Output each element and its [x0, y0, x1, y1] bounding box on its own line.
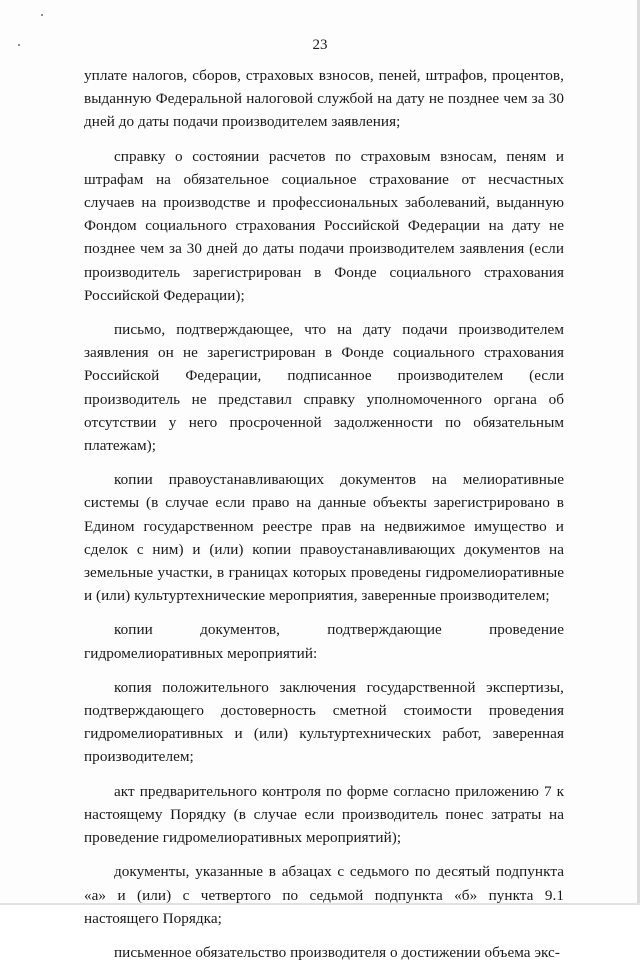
paragraph: копии документов, подтверждающие проведение гидромелиоративных мероприятий: [84, 621, 564, 662]
paragraph: акт предварительного контроля по форме согласно приложению 7 к настоящему Порядку (в случае если производитель понес затраты на проведение гидромелиоративных мероприятий); [84, 782, 564, 847]
paragraph: письменное обязательство производителя о достижении объема экс- [114, 943, 560, 961]
page-number: 23 [312, 37, 328, 53]
paragraph: справку о состоянии расчетов по страховым взносам, пеням и штрафам на обязательное социальное страхование от несчастных случаев на производстве и профессиональных заболеваний, выданную Фондом социального страхования Российской Федерации на дату не позднее чем за 30 дней до даты подачи производителем заявления (если производитель зарегистрирован в Фонде социального страхования Российской Федерации); [84, 147, 564, 304]
paragraph: копии правоустанавливающих документов на мелиоративные системы (в случае если право на данные объекты зарегистрировано в Едином государственном реестре прав на недвижимое имущество и сделок с ним) и (или) копии правоустанавливающих документов на земельные участки, в границах которых проведены гидромелиоративные и (или) культуртехнические мероприятия, заверенные производителем; [84, 471, 564, 605]
paragraph: копия положительного заключения государственной экспертизы, подтверждающего достоверность сметной стоимости проведения гидромелиоративных и (или) культуртехнических работ, заверенная производителем; [84, 678, 564, 766]
document-body [84, 64, 564, 975]
paragraph: уплате налогов, сборов, страховых взносов, пеней, штрафов, процентов, выданную Федеральной налоговой службой на дату не позднее чем за 30 дней до даты подачи производителем заявления; [84, 67, 564, 131]
paragraph: документы, указанные в абзацах с седьмого по десятый подпункта «а» и (или) с четвертого по седьмой подпункта «б» пункта 9.1 настоящего Порядка; [84, 863, 564, 927]
scan-speck [41, 14, 43, 16]
paragraph: письмо, подтверждающее, что на дату подачи производителем заявления он не зарегистрирован в Фонде социального страхования Российской Федерации, подписанное производителем (если производитель не представил справку уполномоченного органа об отсутствии у него просроченной задолженности по обязательным платежам); [84, 321, 564, 455]
